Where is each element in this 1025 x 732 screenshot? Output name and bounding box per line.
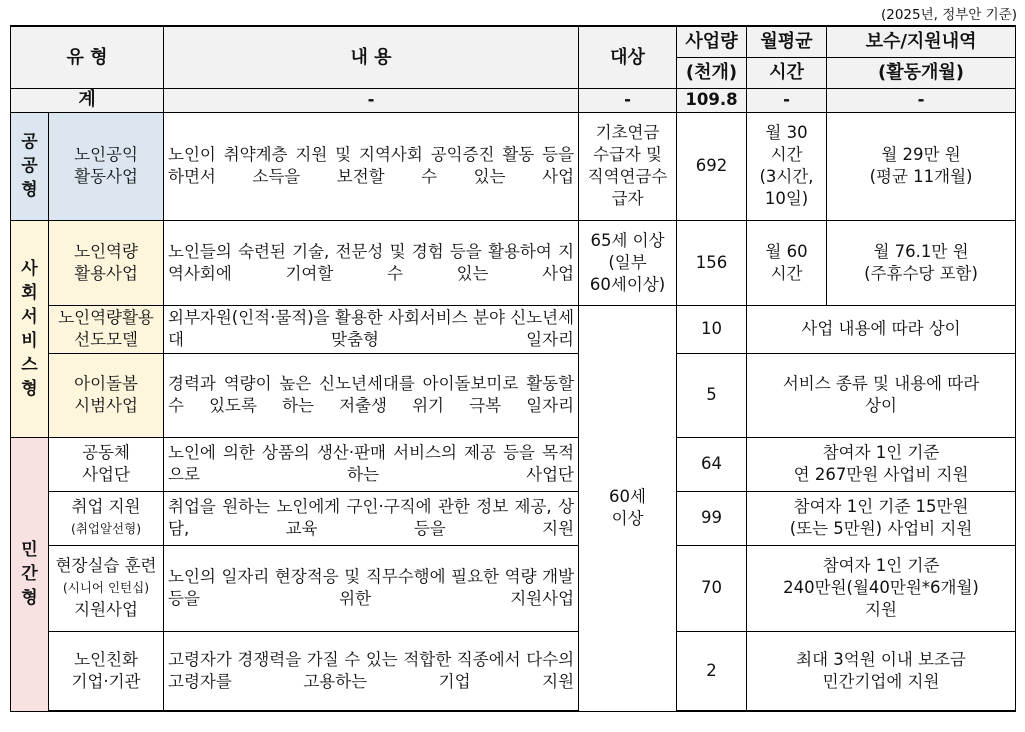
total-volume: 109.8	[677, 88, 747, 112]
program-support: 참여자 1인 기준 15만원 (또는 5만원) 사업비 지원	[747, 491, 1016, 545]
program-volume: 10	[677, 305, 747, 353]
category-social-service: 사 회 서 비 스 형	[11, 220, 49, 437]
program-name	[49, 491, 164, 545]
program-name-main: 현장실습 훈련	[55, 556, 157, 575]
table-row	[11, 305, 1016, 353]
program-volume: 156	[677, 220, 747, 305]
program-hours: 월 60 시간	[747, 220, 827, 305]
program-description: 노인에 의한 상품의 생산·판매 서비스의 제공 등을 목적으로 하는 사업단	[164, 437, 579, 491]
total-content: -	[164, 88, 579, 112]
program-support: 참여자 1인 기준 연 267만원 사업비 지원	[747, 437, 1016, 491]
program-support: 참여자 1인 기준 240만원(월40만원*6개월) 지원	[747, 545, 1016, 631]
senior-job-program-table	[10, 25, 1016, 712]
header-hours-unit: 시간	[747, 57, 827, 88]
table-row	[11, 437, 1016, 491]
program-description: 고령자가 경쟁력을 가질 수 있는 적합한 직종에서 다수의 고령자를 고용하는 기업 지원	[164, 631, 579, 711]
table-row	[11, 631, 1016, 711]
table-note: (2025년, 정부안 기준)	[880, 7, 1017, 23]
program-description: 외부자원(인적·물적)을 활용한 사회서비스 분야 신노년세대 맞춤형 일자리	[164, 305, 579, 353]
program-pay: 월 29만 원 (평균 11개월)	[827, 112, 1016, 220]
program-volume: 70	[677, 545, 747, 631]
header-hours: 월평균	[747, 26, 827, 57]
program-name: 노인역량활용 선도모델	[49, 305, 164, 353]
program-volume: 692	[677, 112, 747, 220]
program-name	[49, 545, 164, 631]
program-volume: 5	[677, 353, 747, 437]
header-volume: 사업량	[677, 26, 747, 57]
program-volume: 99	[677, 491, 747, 545]
program-pay: 월 76.1만 원 (주휴수당 포함)	[827, 220, 1016, 305]
total-pay: -	[827, 88, 1016, 112]
total-target: -	[579, 88, 677, 112]
table-row	[11, 112, 1016, 220]
program-target: 기초연금 수급자 및 직역연금수 급자	[579, 112, 677, 220]
category-public: 공 공 형	[11, 112, 49, 220]
program-volume: 2	[677, 631, 747, 711]
program-name-sub: (시니어 인턴십)	[62, 580, 150, 595]
header-content: 내 용	[164, 26, 579, 88]
header-type: 유 형	[11, 26, 164, 88]
header-pay-unit: (활동개월)	[827, 57, 1016, 88]
program-name-sub: (취업알선형)	[70, 521, 142, 536]
table-row	[11, 353, 1016, 437]
program-description: 노인들의 숙련된 기술, 전문성 및 경험 등을 활용하여 지역사회에 기여할 수 있는 사업	[164, 220, 579, 305]
table-row	[11, 545, 1016, 631]
program-name: 노인친화 기업·기관	[49, 631, 164, 711]
table-row	[11, 491, 1016, 545]
program-name-tail: 지원사업	[74, 600, 138, 619]
program-name-main: 취업 지원	[71, 497, 141, 516]
program-support: 사업 내용에 따라 상이	[747, 305, 1016, 353]
program-description: 노인의 일자리 현장적응 및 직무수행에 필요한 역량 개발 등을 위한 지원사업	[164, 545, 579, 631]
table-row	[11, 220, 1016, 305]
header-pay: 보수/지원내역	[827, 26, 1016, 57]
total-label: 계	[11, 88, 164, 112]
program-name: 공동체 사업단	[49, 437, 164, 491]
program-name: 노인역량 활용사업	[49, 220, 164, 305]
total-row	[11, 88, 1016, 112]
total-hours: -	[747, 88, 827, 112]
header-volume-unit: (천개)	[677, 57, 747, 88]
program-description: 경력과 역량이 높은 신노년세대를 아이돌보미로 활동할 수 있도록 하는 저출생 위기 극복 일자리	[164, 353, 579, 437]
category-private: 민 간 형	[11, 437, 49, 711]
header-target: 대상	[579, 26, 677, 88]
program-volume: 64	[677, 437, 747, 491]
shared-target: 60세 이상	[579, 305, 677, 711]
program-hours: 월 30 시간 (3시간, 10일)	[747, 112, 827, 220]
program-support: 최대 3억원 이내 보조금 민간기업에 지원	[747, 631, 1016, 711]
program-support: 서비스 종류 및 내용에 따라 상이	[747, 353, 1016, 437]
program-description: 노인이 취약계층 지원 및 지역사회 공익증진 활동 등을 하면서 소득을 보전할 수 있는 사업	[164, 112, 579, 220]
program-name: 노인공익 활동사업	[49, 112, 164, 220]
program-description: 취업을 원하는 노인에게 구인·구직에 관한 정보 제공, 상담, 교육 등을 지원	[164, 491, 579, 545]
program-name: 아이돌봄 시범사업	[49, 353, 164, 437]
program-target: 65세 이상 (일부 60세이상)	[579, 220, 677, 305]
